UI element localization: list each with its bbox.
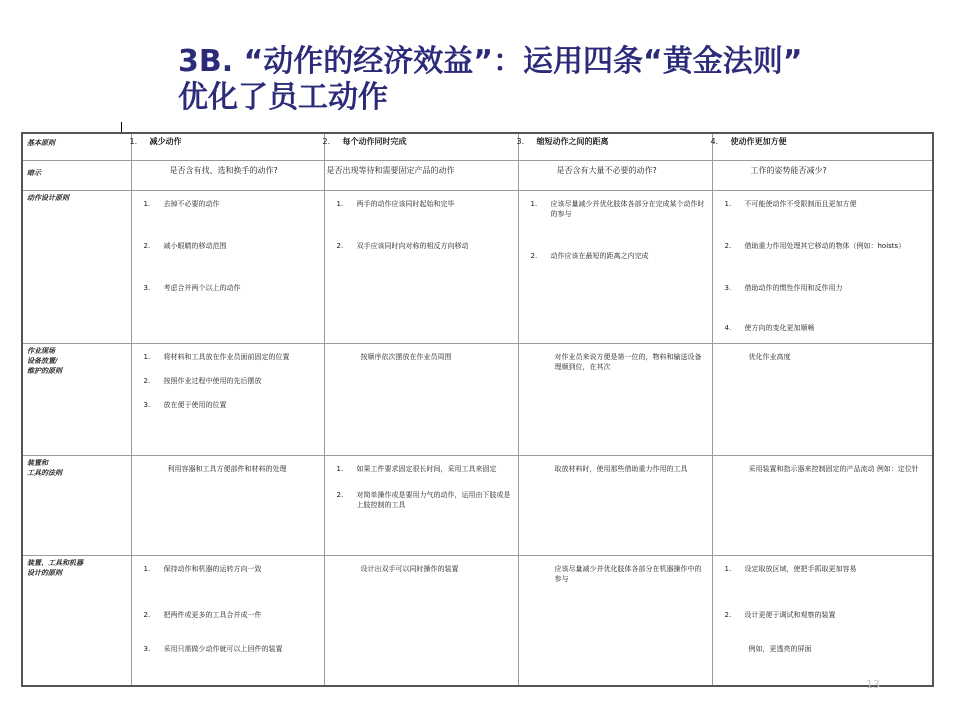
cell-item: [132, 644, 324, 654]
hint-question-1: 是否含有找、选和换手的动作?: [131, 160, 324, 191]
cell-item: [519, 251, 712, 261]
cell-item: [325, 241, 518, 251]
item-text: 如果工件要求固定很长时间，采用工具来固定: [356, 465, 497, 474]
item-number: 3.: [143, 400, 151, 409]
cell-item: [325, 490, 518, 510]
cell-item: 利用容器和工具方便部件和材料的处理: [167, 465, 287, 474]
item-text: 对简单操作或是要用力气的动作，运用由下肢或是上肢控制的工具: [356, 491, 511, 510]
column-label: 每个动作同时完成: [342, 137, 407, 146]
cell-item: [713, 283, 933, 293]
page-number: 13: [866, 678, 880, 691]
cell-item: 优化作业高度: [748, 352, 791, 361]
cell-item: [132, 610, 324, 620]
cell-item: [132, 564, 324, 574]
table-cell: [131, 555, 324, 686]
item-number: 3.: [143, 644, 151, 653]
hint-question-3: 是否含有大量不必要的动作?: [518, 160, 712, 191]
cell-item: [713, 564, 933, 574]
row-label-line: 动作设计原则: [27, 194, 69, 203]
item-number: 1.: [336, 465, 344, 474]
row-label: [22, 456, 131, 556]
principles-table: [21, 132, 934, 687]
item-text: 动作应该在最短的距离之内完成: [550, 252, 649, 261]
table-cell: [131, 456, 324, 556]
column-header-2: [324, 133, 518, 160]
column-header-4: [712, 133, 933, 160]
item-number: 1.: [724, 200, 732, 209]
table-cell: [712, 456, 933, 556]
item-text: 设定取放区域，使把手抓取更加容易: [744, 564, 857, 573]
cell-item: [325, 464, 518, 474]
cell-item: 设计出双手可以同时操作的装置: [360, 564, 459, 573]
table-cell: [131, 343, 324, 455]
column-number: 4.: [710, 137, 719, 146]
row-label: [22, 191, 131, 344]
row-label-line: 装置和: [27, 459, 48, 468]
column-number: 2.: [322, 137, 331, 146]
column-number: 1.: [129, 137, 138, 146]
item-number: 2.: [143, 242, 151, 251]
item-text: 去掉不必要的动作: [163, 200, 220, 209]
column-label: 减少动作: [149, 137, 182, 146]
row-label-line: 设计的原则: [27, 568, 62, 577]
table-cell: [712, 555, 933, 686]
cell-item: [519, 199, 712, 219]
cell-item: [132, 199, 324, 209]
item-number: 2.: [530, 252, 538, 261]
table-row: [22, 191, 933, 344]
cell-item: [713, 241, 933, 251]
table-hint-row: [22, 160, 933, 191]
item-number: 1.: [143, 200, 151, 209]
cell-item: [132, 283, 324, 293]
cell-item: 对作业员来说方便是第一位的，物料和输送设备理顺到位，在其次: [554, 352, 702, 371]
column-number: 3.: [516, 137, 525, 146]
item-number: 4.: [724, 324, 732, 333]
item-text: 采用只需做少动作就可以上回件的装置: [163, 644, 283, 653]
table-cell: [518, 555, 712, 686]
cell-item: [713, 323, 933, 333]
item-text: 设计更便于调试和观察的装置: [744, 610, 836, 619]
row-label-line: 装置、工具和机器: [27, 558, 83, 567]
item-text: 放在便于使用的位置: [163, 400, 227, 409]
item-text: 保持动作和机器的运转方向一致: [163, 564, 262, 573]
row-label-line: 工具的法则: [27, 469, 62, 478]
table-header-row: [22, 133, 933, 160]
item-number: 2.: [143, 376, 151, 385]
item-text: 应该尽量减少并优化肢体各部分在完成某个动作时的参与: [550, 200, 705, 219]
table-cell: [518, 191, 712, 344]
item-text: 使方向的变化更加顺畅: [744, 324, 815, 333]
item-text: 按照作业过程中使用的先后摆放: [163, 376, 262, 385]
cell-item: 采用装置和指示器来控制固定的产品流动 例如：定位针: [748, 465, 919, 474]
item-number: 1.: [143, 352, 151, 361]
column-label: 缩短动作之间的距离: [536, 137, 609, 146]
table-cell: [131, 191, 324, 344]
item-text: 减小眼睛的移动范围: [163, 242, 227, 251]
hint-question-4: 工作的姿势能否减少?: [712, 160, 933, 191]
item-number: 2.: [336, 491, 344, 500]
cell-item: 按顺序依次摆放在作业员周围: [360, 352, 452, 361]
cell-item: 应该尽量减少并优化肢体各部分在机器操作中的参与: [554, 564, 702, 583]
row-label: [22, 555, 131, 686]
table-row: [22, 343, 933, 455]
row-label-line: 设备放置/: [27, 356, 58, 365]
table-row: [22, 456, 933, 556]
table-cell: [518, 343, 712, 455]
cell-item: [713, 610, 933, 620]
slide-title: [178, 44, 938, 116]
cell-item: [325, 199, 518, 209]
item-number: 1.: [724, 564, 732, 573]
hint-question-2: 是否出现等待和需要固定产品的动作: [324, 160, 518, 191]
item-number: 1.: [530, 200, 538, 209]
table-cell: [712, 343, 933, 455]
cell-item: [132, 241, 324, 251]
table-cell: [324, 555, 518, 686]
item-text: 借助重力作用处理其它移动的物体（例如：hoists）: [744, 242, 906, 251]
cell-item: [132, 352, 324, 362]
item-number: 1.: [336, 200, 344, 209]
title-line-2: 优化了员工动作: [178, 80, 388, 115]
title-line-1: 3B. “动作的经济效益”：运用四条“黄金法则”: [178, 44, 803, 79]
table-cell: [324, 456, 518, 556]
column-header-1: [131, 133, 324, 160]
item-text: 不可能使动作不受限制而且更加方便: [744, 200, 857, 209]
item-number: 2.: [724, 242, 732, 251]
item-number: 2.: [336, 242, 344, 251]
item-text: 考虑合并两个以上的动作: [163, 284, 241, 293]
item-text: 将材料和工具放在作业员面前固定的位置: [163, 352, 290, 361]
table-cell: [712, 191, 933, 344]
item-number: 2.: [143, 610, 151, 619]
table-cell: [518, 456, 712, 556]
table-row: [22, 555, 933, 686]
column-header-3: [518, 133, 712, 160]
row-label-basic-principle: 基本原则: [22, 133, 131, 160]
item-text: 把两件或更多的工具合并成一件: [163, 610, 262, 619]
row-label: [22, 343, 131, 455]
item-number: 3.: [143, 284, 151, 293]
row-label-hint: 暗示: [22, 160, 131, 191]
cell-item: [132, 400, 324, 410]
row-label-line: 作业现场: [27, 346, 55, 355]
item-number: 1.: [143, 564, 151, 573]
item-text: 两手的动作应该同时起始和完毕: [356, 200, 455, 209]
cell-item: 取放材料时，使用那些借助重力作用的工具: [554, 465, 688, 474]
item-text: 双手应该同时向对称的相反方向移动: [356, 242, 469, 251]
table-cell: [324, 191, 518, 344]
cell-item: 例如，更透亮的屏面: [748, 644, 812, 653]
cell-item: [713, 199, 933, 209]
item-number: 2.: [724, 610, 732, 619]
table-cell: [324, 343, 518, 455]
item-text: 借助动作的惯性作用和反作用力: [744, 284, 843, 293]
row-label-line: 维护的原则: [27, 366, 62, 375]
item-number: 3.: [724, 284, 732, 293]
cell-item: [132, 376, 324, 386]
column-label: 使动作更加方便: [730, 137, 787, 146]
